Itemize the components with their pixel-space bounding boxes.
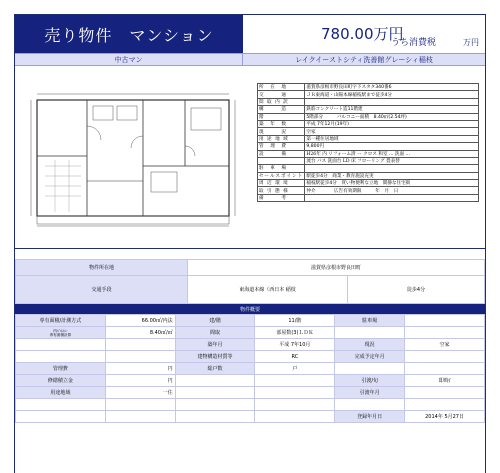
transport-line: 東海道本線（西日本 稲枝	[188, 276, 348, 304]
spec-key: 取 引 態 様	[258, 187, 305, 194]
spec-row	[258, 187, 479, 194]
price-box	[243, 15, 485, 53]
spec-value: 仲介 広告有効期限 年 月 日	[305, 187, 479, 194]
summary-cell	[175, 399, 255, 411]
location-table	[15, 259, 485, 304]
page-title: 売り物件 マンション	[15, 15, 243, 53]
summary-cell: 空家	[405, 339, 485, 351]
header	[15, 15, 485, 53]
property-flyer	[14, 14, 486, 473]
summary-cell	[335, 399, 405, 411]
summary-cell: 間取	[175, 327, 255, 339]
spec-key: 交 通	[258, 91, 305, 98]
spec-value	[305, 98, 479, 105]
spec-value	[305, 165, 479, 172]
summary-cell: 8.40㎡/㎡	[105, 327, 175, 339]
summary-cell	[405, 399, 485, 411]
spec-key	[258, 157, 305, 164]
spec-row	[258, 143, 479, 150]
summary-cell	[175, 387, 255, 399]
summary-cell: 即時/	[405, 375, 485, 387]
spec-key: 用 途 地 域	[258, 135, 305, 142]
address-value: 滋賀県彦根市野良田町	[188, 260, 485, 276]
summary-cell: 引渡/旬	[335, 375, 405, 387]
summary-cell	[105, 399, 175, 411]
spec-key: セールスポイント	[259, 173, 304, 179]
summary-cell	[175, 375, 255, 387]
spec-key: 管 理 費	[258, 143, 305, 150]
summary-cell	[405, 387, 485, 399]
summary-cell	[255, 375, 335, 387]
summary-cell: 用途地域	[16, 387, 106, 399]
summary-cell	[16, 339, 106, 351]
spec-value: ＪＲ東海道・山陽本線稲枝駅まで徒歩4分	[305, 91, 479, 98]
summary-cell	[105, 339, 175, 351]
summary-cell: 専有面積/計測方式	[16, 315, 106, 327]
tax-note: うち消費税	[391, 38, 437, 48]
summary-cell	[405, 315, 485, 327]
spec-row	[258, 157, 479, 164]
spec-key: 間 取 内 訳	[258, 98, 305, 105]
summary-cell: 内ﾊﾞﾙｺﾆｰ 専有面積計算	[16, 327, 106, 339]
transport-label: 交通手段	[16, 276, 188, 304]
spec-key: 備 考	[258, 194, 305, 201]
summary-cell: 建物構造材質等	[175, 351, 255, 363]
spec-value: 第一種住居地域	[305, 135, 479, 142]
spec-key: 駐 車 場	[258, 165, 305, 172]
spec-value: 平成 7年12月(19年)	[305, 120, 479, 127]
spec-value: 滋賀県彦根市野良田町字下スタタ340番6	[305, 84, 479, 91]
summary-cell: 建/階	[175, 315, 255, 327]
summary-cell: 管理費	[16, 363, 106, 375]
summary-row	[16, 375, 485, 387]
summary-cell: 平成 7年10月	[255, 339, 335, 351]
summary-cell	[105, 351, 175, 363]
floor-plan-drawing	[25, 86, 247, 238]
spec-row	[258, 106, 479, 113]
summary-cell: 11/階	[255, 315, 335, 327]
spec-value	[305, 194, 479, 201]
summary-cell	[335, 363, 405, 375]
summary-cell: 円	[105, 363, 175, 375]
tax-unit: 万円	[463, 38, 479, 47]
summary-cell: 円	[105, 375, 175, 387]
building-name: レイクイーストシティ洗善館グレーシィ稲枝	[295, 55, 433, 64]
spec-key: 現 況	[258, 128, 305, 135]
summary-cell: 完成予定年月	[335, 351, 405, 363]
subheader	[15, 53, 485, 66]
address-label: 物件所在地	[16, 260, 188, 276]
spec-row	[258, 165, 479, 172]
summary-cell	[175, 411, 255, 423]
summary-cell	[16, 351, 106, 363]
summary-cell	[335, 327, 405, 339]
spec-value: 鉄筋コンクリート造11階建	[305, 106, 479, 113]
summary-title: 物件概要	[15, 304, 485, 314]
summary-cell	[255, 387, 335, 399]
spec-key: 構 造	[258, 106, 305, 113]
spec-value: 流台 バス 洗面台 LD 床 フローリング 畳表替	[305, 157, 479, 164]
summary-row	[16, 327, 485, 339]
spec-value: 空家	[305, 128, 479, 135]
summary-table	[15, 314, 485, 423]
spec-row	[258, 120, 479, 127]
spec-key: 設 備	[258, 150, 305, 157]
spec-row	[258, 172, 479, 179]
summary-cell	[255, 399, 335, 411]
spec-row	[258, 91, 479, 98]
summary-cell: 登録年月日	[335, 411, 405, 423]
spec-table	[257, 83, 479, 202]
spec-row	[258, 194, 479, 201]
spec-value: 5階部分 バルコニー面積 8.40㎡(2.54坪)	[305, 113, 479, 120]
category: 中古マン	[15, 54, 243, 65]
spec-key: 階	[258, 113, 305, 120]
summary-row	[16, 351, 485, 363]
summary-row	[16, 339, 485, 351]
summary-cell: 一住	[105, 387, 175, 399]
spec-value: 稲枝駅徒歩4分 買い物便利な立地 閑静な住宅街	[305, 180, 479, 187]
summary-cell: 部屋数(3)ＬＤＫ	[255, 327, 335, 339]
summary-cell: 66.00㎡/内法	[105, 315, 175, 327]
summary-cell	[405, 363, 485, 375]
summary-cell: 現況	[335, 339, 405, 351]
spec-row	[258, 180, 479, 187]
spec-row	[258, 113, 479, 120]
summary-cell: 駐車場	[335, 315, 405, 327]
spec-row	[258, 84, 479, 91]
floorplan-area	[15, 66, 485, 249]
summary-cell: 修繕積立金	[16, 375, 106, 387]
spec-key: 所 在 地	[258, 84, 305, 91]
spec-key: 周 辺 環 境	[258, 180, 305, 187]
spec-row	[258, 135, 479, 142]
spec-row	[258, 128, 479, 135]
summary-row	[16, 399, 485, 411]
spec-value: 9,800円	[305, 143, 479, 150]
summary-cell	[405, 327, 485, 339]
spec-value: H26年 内 リフォーム済 ー クロス 和室 ... 洗面 ...	[305, 150, 479, 157]
summary-cell: 引渡年月	[335, 387, 405, 399]
spec-row	[258, 98, 479, 105]
summary-cell: RC	[255, 351, 335, 363]
summary-cell	[405, 351, 485, 363]
summary-row	[16, 411, 485, 423]
summary-cell: 戸	[255, 363, 335, 375]
summary-cell	[105, 411, 175, 423]
summary-row	[16, 315, 485, 327]
summary-cell: 総戸数	[175, 363, 255, 375]
spec-value: 駅徒歩4分 商業・教育施設充実	[305, 172, 479, 179]
transport-walk: 徒歩4分	[348, 276, 485, 304]
spec-key: 築 年 数	[258, 120, 305, 127]
summary-cell: 築年月	[175, 339, 255, 351]
summary-cell: 2014年 5月27日	[405, 411, 485, 423]
summary-row	[16, 363, 485, 375]
spec-row	[258, 150, 479, 157]
summary-cell	[16, 399, 106, 411]
summary-row	[16, 387, 485, 399]
summary-cell	[16, 411, 106, 423]
summary-cell	[255, 411, 335, 423]
price: 780.00万円	[321, 25, 404, 43]
